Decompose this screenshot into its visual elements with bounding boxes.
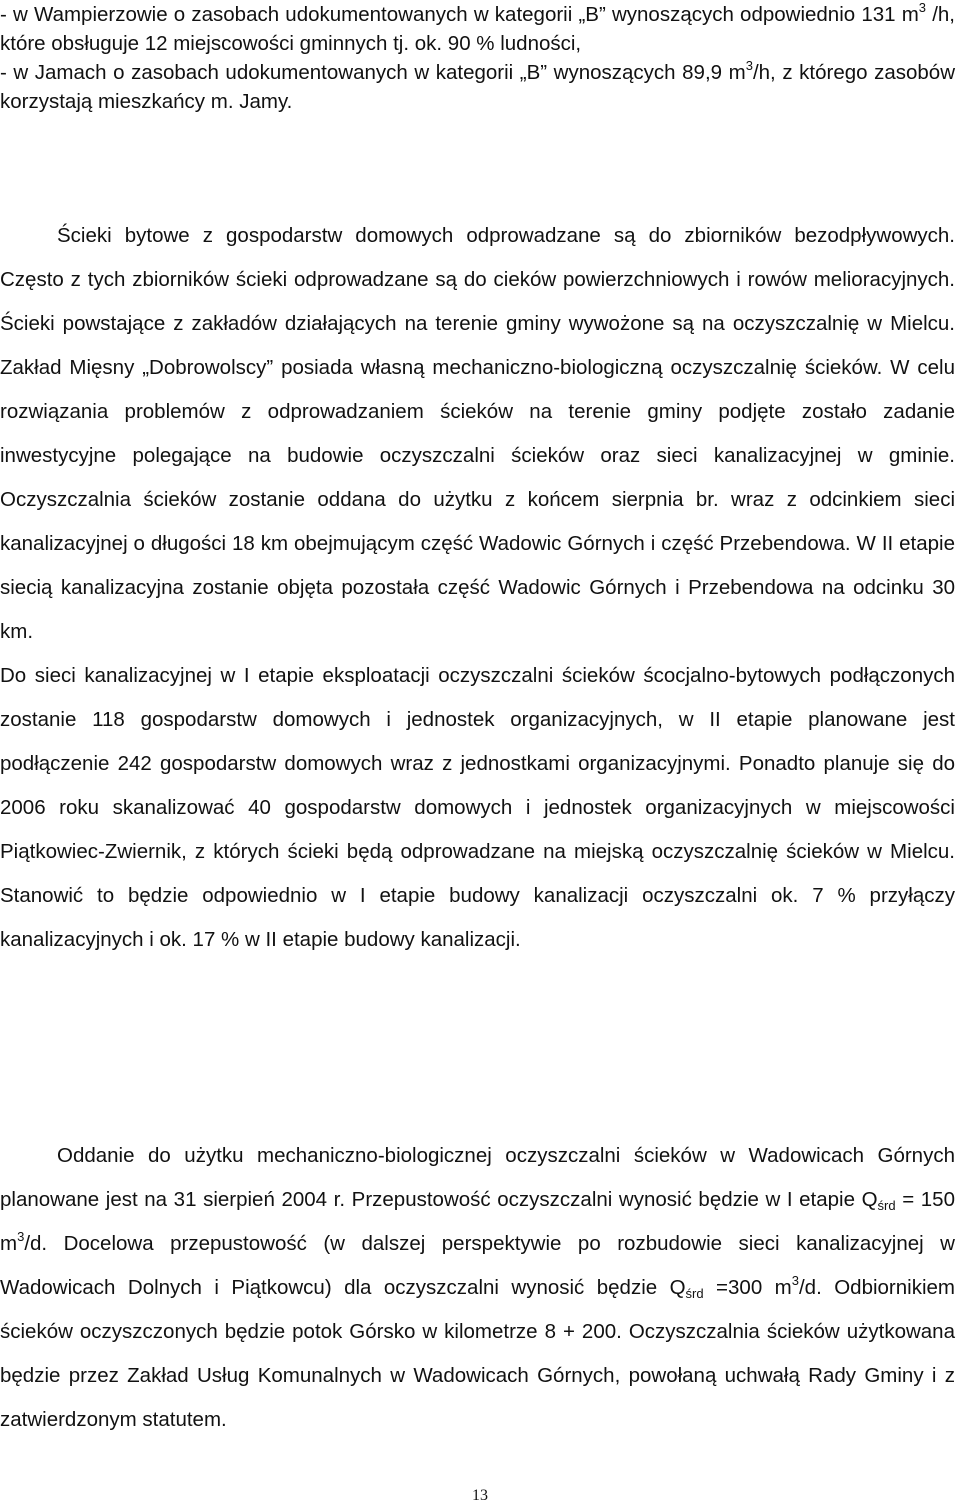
paragraph-text: Oddanie do użytku mechaniczno-biologicznej oczyszczalni ścieków w Wadowicach Górnych planowane jest na 31 sierpień 2004 r. Przepustowość oczyszczalni wynosić będzie w I etapie Q [0,1144,955,1211]
list-item-text: - w Wampierzowie o zasobach udokumentowanych w kategorii „B” wynoszących odpowiednio 131 m [0,3,919,26]
paragraph-text: /d. Docelowa przepustowość (w dalszej perspektywie po rozbudowie sieci kanalizacyjnej w Wadowicach Dolnych i Piątkowcu) dla oczyszczalni wynosić będzie Q [0,1232,955,1299]
page-number: 13 [472,1487,488,1504]
paragraph-treatment-plant [0,1134,955,1442]
subscript: śrd [685,1286,704,1301]
list-item-wampierzow [0,0,955,58]
list-item-text: - w Jamach o zasobach udokumentowanych w kategorii „B” wynoszących 89,9 m [0,61,746,84]
superscript: 3 [918,0,927,15]
intro-list [0,0,955,116]
body-paragraphs [0,214,955,962]
paragraph-text: /d. Odbiornikiem ścieków oczyszczonych będzie potok Górsko w kilometrze 8 + 200. Oczyszczalnia ścieków użytkowana będzie przez Zakład Usług Komunalnych w Wadowicach Górnych, powołaną uchwałą Rady Gminy i z zatwierdzonym statutem. [0,1276,955,1431]
paragraph-text: =300 m [703,1276,792,1299]
paragraph-capacity [0,1134,955,1442]
paragraph-sewage: Ścieki bytowe z gospodarstw domowych odprowadzane są do zbiorników bezodpływowych. Często z tych zbiorników ścieki odprowadzane są do cieków powierzchniowych i rowów melioracyjnych. Ścieki powstające z zakładów działających na terenie gminy wywożone są na oczyszczalnię w Mielcu. Zakład Mięsny „Dobrowolscy” posiada własną mechaniczno-biologiczną oczyszczalnię ścieków. W celu rozwiązania problemów z odprowadzaniem ścieków na terenie gminy podjęte zostało zadanie inwestycyjne polegające na budowie oczyszczalni ścieków oraz sieci kanalizacyjnej w gminie. Oczyszczalnia ścieków zostanie oddana do użytku z końcem sierpnia br. wraz z odcinkiem sieci kanalizacyjnej o długości 18 km obejmującym część Wadowic Górnych i część Przebendowa. W II etapie siecią kanalizacyjna zostanie objęta pozostała część Wadowic Górnych i Przebendowa na odcinku 30 km. [0,224,955,643]
subscript: śrd [877,1198,896,1213]
list-item-jamy [0,58,955,116]
superscript: 3 [791,1273,799,1288]
paragraph-text: = 150 m [0,1188,955,1255]
list-item-text: /h, z którego zasobów korzystają mieszkańcy m. Jamy. [0,61,955,113]
paragraph-connections: Do sieci kanalizacyjnej w I etapie eksploatacji oczyszczalni ścieków ścocjalno-bytowych podłączonych zostanie 118 gospodarstw domowych i jednostek organizacyjnych, w II etapie planowane jest podłączenie 242 gospodarstw domowych wraz z jednostkami organizacyjnymi. Ponadto planuje się do 2006 roku skanalizować 40 gospodarstw domowych i jednostek organizacyjnych w miejscowości Piątkowiec-Zwiernik, z których ścieki będą odprowadzane na miejską oczyszczalnię ścieków w Mielcu. Stanowić to będzie odpowiednio w I etapie budowy kanalizacji oczyszczalni ok. 7 % przyłączy kanalizacyjnych i ok. 17 % w II etapie budowy kanalizacji. [0,664,955,951]
list-item-text: /h, które obsługuje 12 miejscowości gminnych tj. ok. 90 % ludności, [0,3,955,55]
superscript: 3 [17,1229,25,1244]
superscript: 3 [745,58,753,73]
